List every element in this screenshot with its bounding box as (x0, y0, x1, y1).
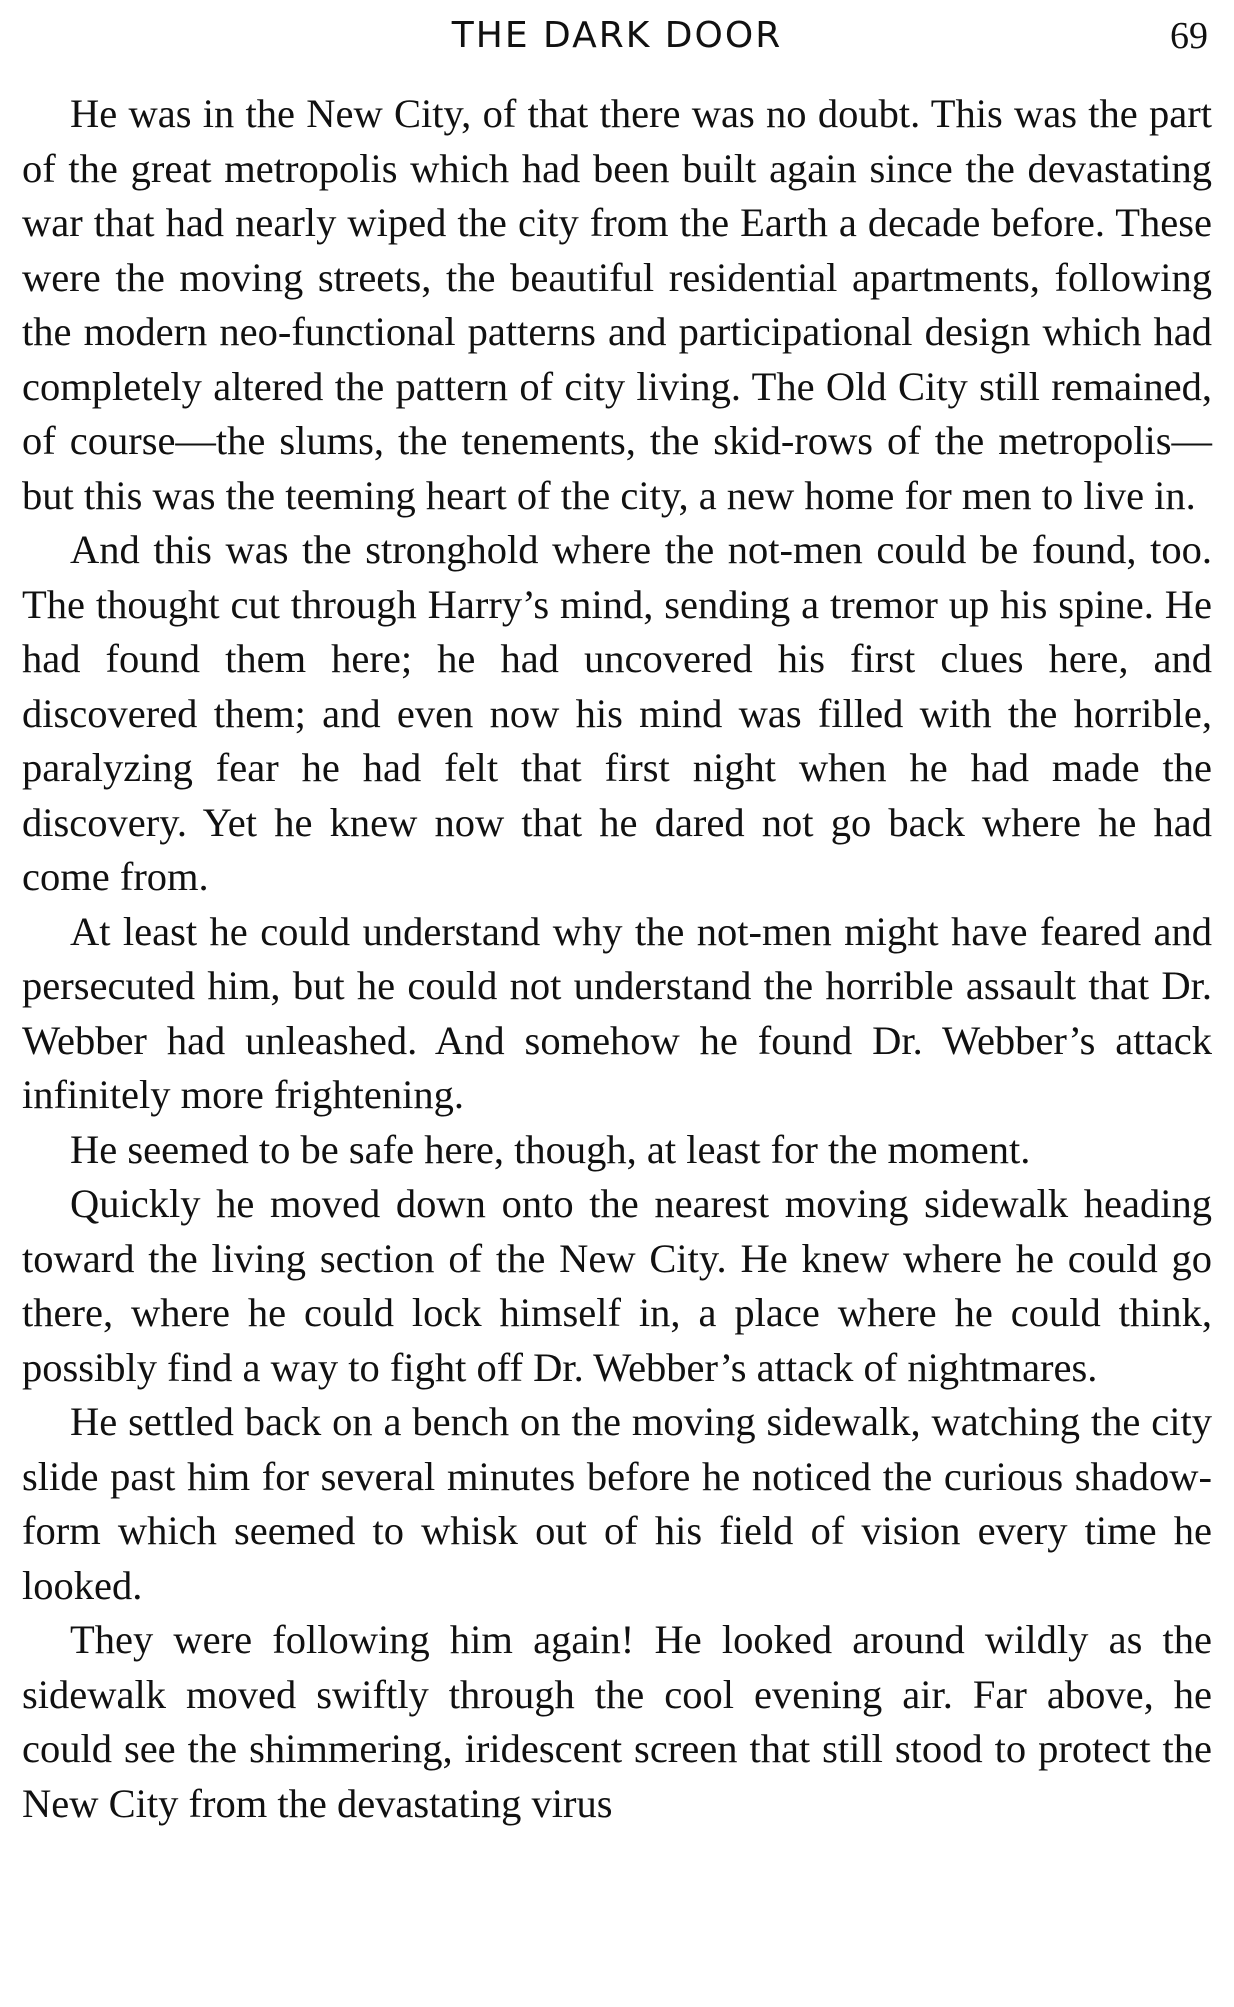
page-header (22, 12, 1212, 60)
paragraph-3: At least he could understand why the not-men might have feared and persecuted him, but he could not understand the horrible assault that Dr. Webber had unleashed. And somehow he found Dr. Webber’s attack infinitely more frightening. (22, 908, 1212, 1117)
paragraph-2: And this was the stronghold where the not-men could be found, too. The thought cut through Harry’s mind, sending a tremor up his spine. He had found them here; he had uncovered his first clues here, and discovered them; and even now his mind was filled with the horrible, paralyzing fear he had felt that first night when he had made the discovery. Yet he knew now that he dared not go back where he had come from. (22, 527, 1212, 899)
paragraph-4: He seemed to be safe here, though, at least for the moment. (70, 1126, 1031, 1172)
paragraph-1: He was in the New City, of that there was no doubt. This was the part of the great metropolis which had been built again since the devastating war that had nearly wiped the city from the Earth a decade before. These were the moving streets, the beautiful residential apartments, following the modern neo-functional patterns and participational design which had completely altered the pattern of city living. The Old City still remained, of course—the slums, the tenements, the skid-rows of the metropolis—but this was the teeming heart of the city, a new home for men to live in. (22, 91, 1212, 518)
running-title: THE DARK DOOR (451, 15, 783, 56)
body-text (22, 87, 1212, 1831)
paragraph-5: Quickly he moved down onto the nearest moving sidewalk heading toward the living section of the New City. He knew where he could go there, where he could lock himself in, a place where he could think, possibly find a way to fight off Dr. Webber’s attack of nightmares. (22, 1181, 1212, 1390)
page-number: 69 (1170, 15, 1208, 57)
paragraph-6: He settled back on a bench on the moving sidewalk, watching the city slide past him for several minutes before he noticed the curious shadow-form which seemed to whisk out of his field of vision every time he looked. (22, 1399, 1212, 1608)
paragraph-7: They were following him again! He looked around wildly as the sidewalk moved swiftly through the cool evening air. Far above, he could see the shimmering, iridescent screen that still stood to protect the New City from the devastating virus (22, 1617, 1212, 1826)
